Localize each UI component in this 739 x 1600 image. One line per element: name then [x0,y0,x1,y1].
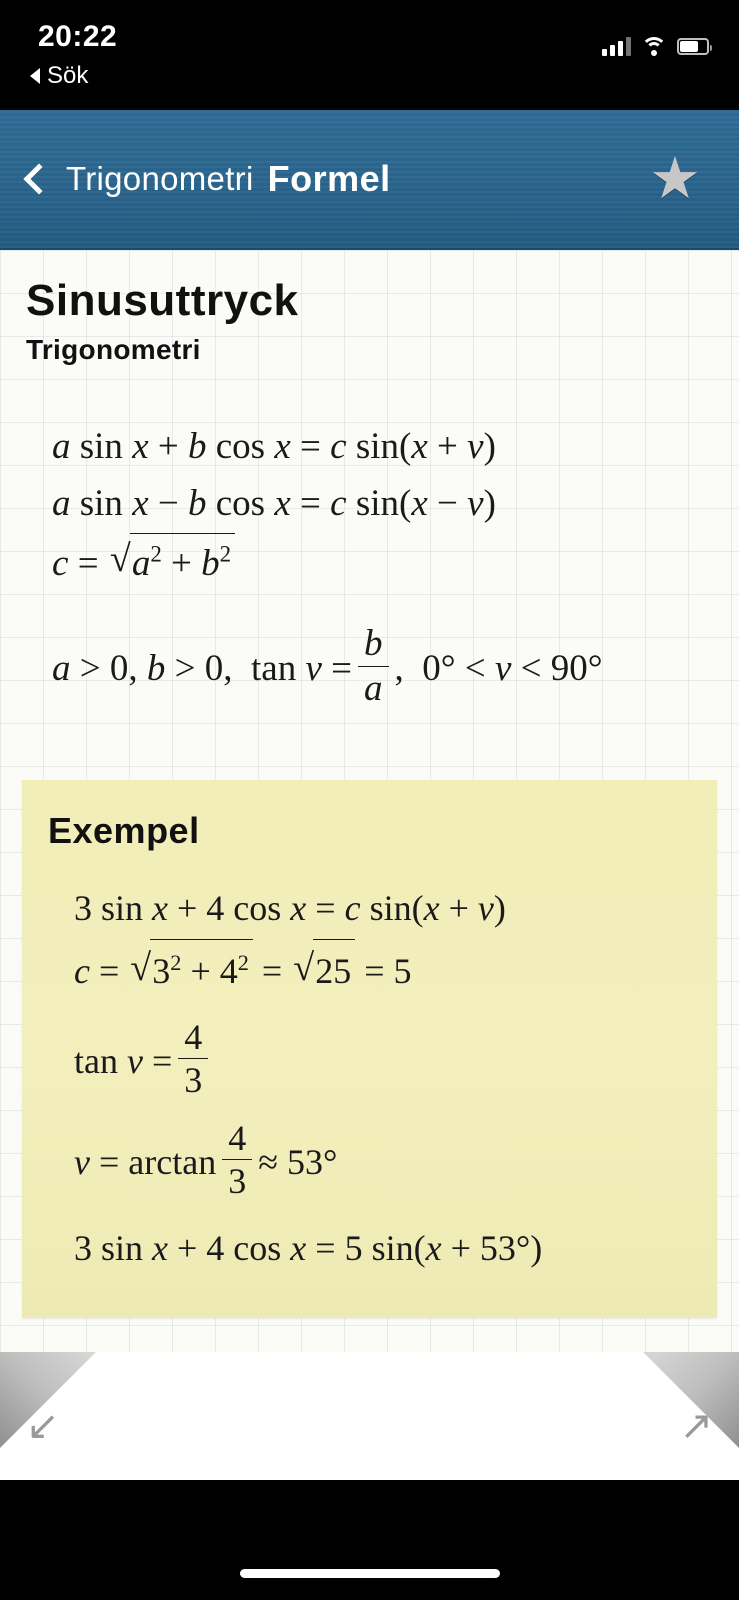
example-tan-label: tan [74,1040,118,1081]
arrow-right-icon[interactable]: ↗ [679,1404,713,1448]
formula-title: Sinusuttryck [26,276,299,325]
example-tan-var: v [126,1040,143,1081]
example-arctan-label: arctan [128,1141,217,1182]
home-indicator[interactable] [240,1569,500,1578]
nav-back-label: Trigonometri [66,160,254,197]
chevron-left-icon [23,163,54,194]
star-icon[interactable]: ★ [649,146,701,211]
example-box [22,780,717,1318]
arrow-left-icon[interactable]: ↙ [26,1404,60,1448]
fraction-numerator: 4 [184,1017,203,1058]
fraction-numerator: b [364,623,383,665]
fraction-4-over-3-b [222,1117,252,1202]
formula-block [0,366,739,714]
example-line-4 [74,1119,717,1204]
example-v-var: v [74,1141,90,1182]
fraction-b-over-a [358,622,389,712]
navigation-bar [0,110,739,250]
status-indicators [602,36,709,56]
example-approx: ≈ 53° [258,1141,338,1182]
formula-line-2: a sin x − b cos x = c sin(x − v) [52,483,496,525]
back-to-app-label: Sök [47,62,89,89]
example-line-2: c = √ $3^2 + 4^2$ = √ 25 = 5 [74,939,717,1002]
fraction-denominator: 3 [222,1159,252,1202]
status-bar [0,0,739,110]
fraction-denominator: a [358,666,389,711]
example-line-5: 3 sin x + 4 cos x = 5 sin(x + 53°) [74,1228,543,1269]
content-area [0,250,739,1480]
nav-back-button[interactable] [28,160,254,198]
fraction-4-over-3-a [178,1016,208,1101]
conditions-comma: , [394,647,423,689]
back-triangle-icon [30,68,40,84]
battery-icon [677,38,709,55]
example-line-3 [74,1018,717,1103]
back-to-app-button[interactable] [30,62,88,90]
page-title: Formel [267,158,391,199]
example-v-eq: = [98,1141,120,1182]
formula-line-3: c = √ $a^2 + b^2$ [52,533,739,592]
conditions-range: 0° < v < 90° [422,647,603,689]
status-time: 20:22 [38,20,118,53]
page-footer [0,1352,739,1480]
example-line-1: 3 sin x + 4 cos x = c sin(x + v) [74,888,506,928]
signal-icon [602,36,631,56]
example-body [22,852,717,1280]
fraction-denominator: 3 [178,1058,208,1101]
formula-category: Trigonometri [26,334,201,365]
fraction-numerator: 4 [228,1118,247,1159]
formula-conditions: a > 0, b > 0, tan v = $\frac{b}{a}$ , 0° < v < 90° [52,624,739,714]
formula-line-1: a sin x + b cos x = c sin(x + v) [52,426,496,467]
wifi-icon [641,36,667,56]
example-heading: Exempel [48,810,200,851]
example-tan-eq: = [151,1040,173,1081]
